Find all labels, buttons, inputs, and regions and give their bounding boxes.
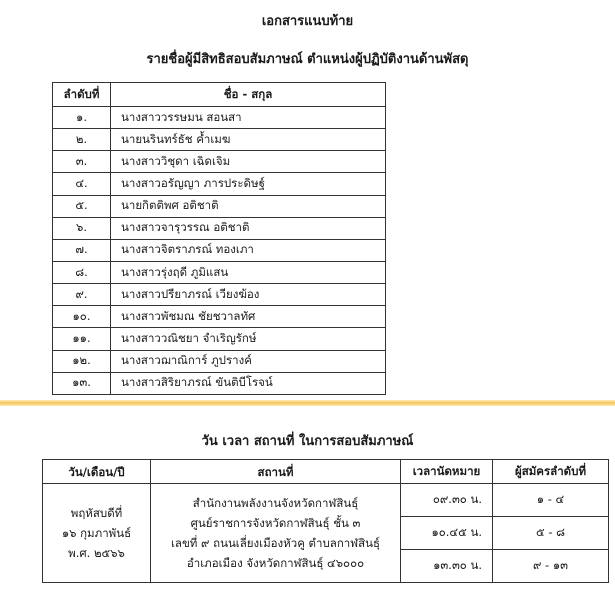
table-row (53, 261, 386, 283)
row-number: ๕. (53, 195, 111, 217)
header-candidate-group: ผู้สมัครลำดับที่ (493, 460, 609, 484)
row-number: ๗. (53, 239, 111, 261)
place-line-street: เลขที่ ๙ ถนนเลี่ยงเมืองหัวคู ตำบลกาฬสินธุ์ (170, 536, 381, 550)
slot-candidate-range: ๙ - ๑๓ (493, 550, 609, 583)
row-name: นางสาวจารุวรรณ อติชาติ (111, 217, 386, 239)
header-date: วัน/เดือน/ปี (43, 460, 151, 484)
table-row (43, 484, 609, 517)
row-number: ๑๒. (53, 350, 111, 372)
table-row (53, 107, 386, 129)
schedule-table-header (43, 460, 609, 484)
row-number: ๑๓. (53, 372, 111, 394)
header-place: สถานที่ (151, 460, 401, 484)
interview-place (151, 484, 401, 583)
row-number: ๑๐. (53, 306, 111, 328)
place-line-office: สำนักงานพลังงานจังหวัดกาฬสินธุ์ (192, 496, 359, 510)
row-number: ๘. (53, 261, 111, 283)
row-name: นางสาวสิริยาภรณ์ ขันติบีโรจน์ (111, 372, 386, 394)
table-row (53, 217, 386, 239)
slot-candidate-range: ๑ - ๔ (493, 484, 609, 517)
table-row (53, 239, 386, 261)
table-row (53, 151, 386, 173)
page-divider (0, 400, 615, 406)
slot-time: ๐๙.๓๐ น. (401, 484, 493, 517)
candidate-table-header (53, 83, 386, 107)
date-line-year: พ.ศ. ๒๕๖๖ (68, 546, 125, 560)
slot-time: ๑๓.๓๐ น. (401, 550, 493, 583)
document-title: เอกสารแนบท้าย (261, 14, 354, 29)
slot-candidate-range: ๕ - ๘ (493, 517, 609, 550)
row-name: นางสาวปรียาภรณ์ เวียงฆ้อง (111, 284, 386, 306)
table-row (53, 195, 386, 217)
interview-date (43, 484, 151, 583)
date-line-day-month: ๑๖ กุมภาพันธ์ (61, 526, 132, 540)
slot-time: ๑๐.๔๕ น. (401, 517, 493, 550)
row-name: นายกิตติพศ อติชาติ (111, 195, 386, 217)
row-name: นางสาวฌาณิการ์ ภูปรางค์ (111, 350, 386, 372)
table-row (53, 350, 386, 372)
row-name: นางสาววรรษมน สอนสา (111, 107, 386, 129)
row-number: ๖. (53, 217, 111, 239)
table-row (53, 306, 386, 328)
row-name: นายนรินทร์ธัช ค้ำเมฆ (111, 129, 386, 151)
schedule-title: วัน เวลา สถานที่ ในการสอบสัมภาษณ์ (201, 434, 414, 449)
schedule-table (42, 459, 609, 583)
place-line-district: อำเภอเมือง จังหวัดกาฬสินธุ์ ๔๖๐๐๐ (186, 556, 365, 570)
date-line-weekday: พฤหัสบดีที่ (70, 506, 123, 520)
table-row (53, 328, 386, 350)
row-number: ๔. (53, 173, 111, 195)
row-name: นางสาววิชุดา เฉิดเจิม (111, 151, 386, 173)
candidate-list-title: รายชื่อผู้มีสิทธิสอบสัมภาษณ์ ตำแหน่งผู้ปฏิบัติงานด้านพัสดุ (146, 52, 469, 67)
row-number: ๙. (53, 284, 111, 306)
row-number: ๓. (53, 151, 111, 173)
header-order: ลำดับที่ (53, 83, 111, 107)
candidate-table (52, 82, 386, 395)
row-name: นางสาวอรัญญา ภารประดิษฐ์ (111, 173, 386, 195)
row-name: นางสาวจิตราภรณ์ ทองเภา (111, 239, 386, 261)
table-row (53, 284, 386, 306)
row-name: นางสาวพัชมณ ชัยชวาลทัศ (111, 306, 386, 328)
table-row (53, 129, 386, 151)
row-number: ๒. (53, 129, 111, 151)
row-name: นางสาวรุ่งฤดี ภูมิแสน (111, 261, 386, 283)
row-number: ๑. (53, 107, 111, 129)
header-full-name: ชื่อ - สกุล (111, 83, 386, 107)
place-line-building: ศูนย์ราชการจังหวัดกาฬสินธุ์ ชั้น ๓ (190, 516, 361, 530)
row-number: ๑๑. (53, 328, 111, 350)
header-time: เวลานัดหมาย (401, 460, 493, 484)
row-name: นางสาววณิชยา จำเริญรักษ์ (111, 328, 386, 350)
table-row (53, 173, 386, 195)
table-row (53, 372, 386, 394)
